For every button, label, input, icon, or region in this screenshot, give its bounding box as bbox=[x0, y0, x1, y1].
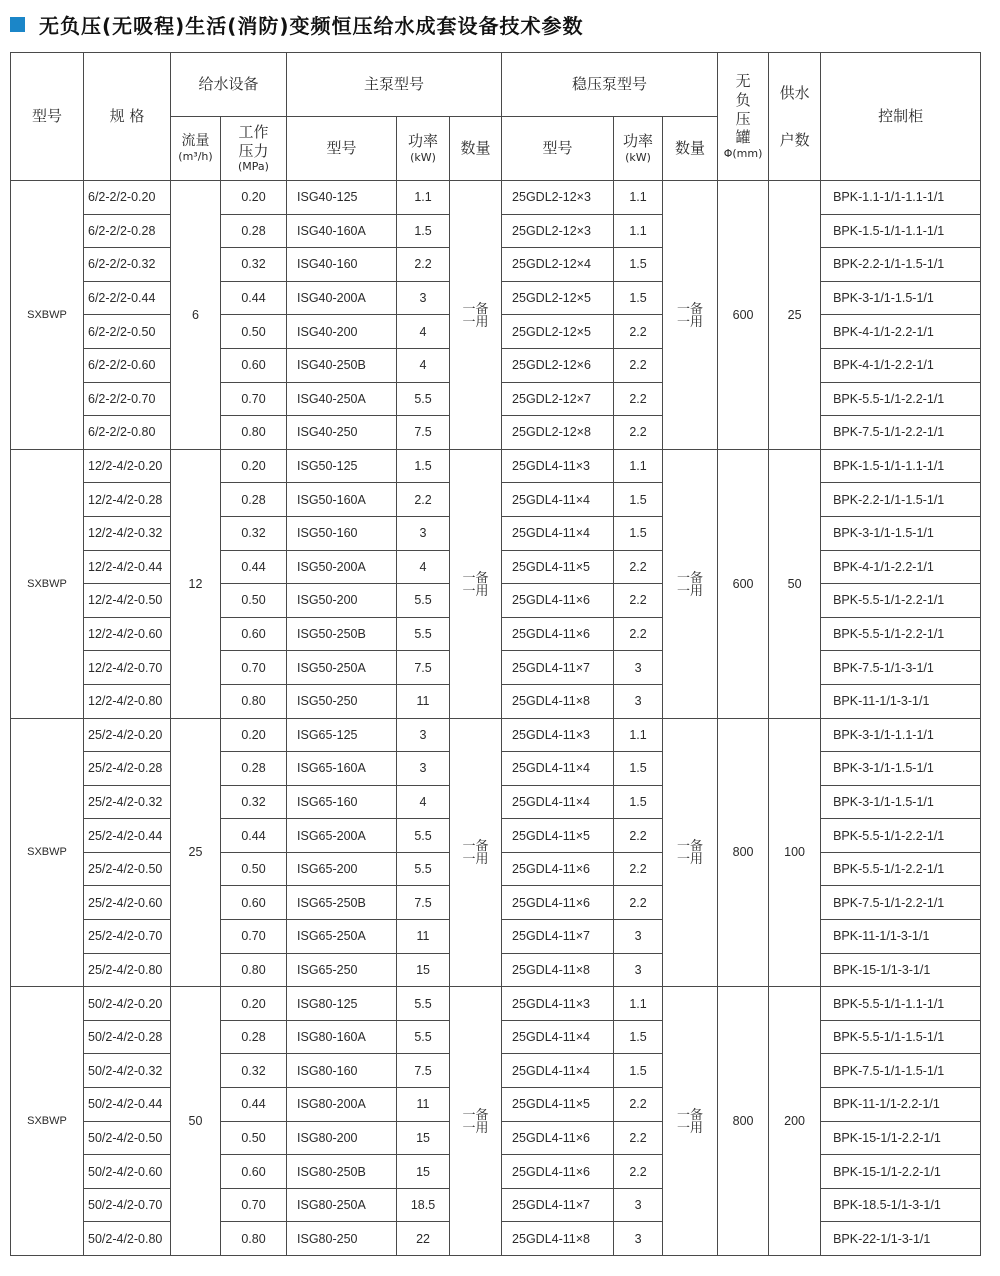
cell-main-power: 15 bbox=[397, 1121, 450, 1155]
cell-pressure: 0.50 bbox=[221, 315, 287, 349]
cell-main-power: 7.5 bbox=[397, 651, 450, 685]
table-body bbox=[11, 181, 981, 1256]
cell-pressure: 0.32 bbox=[221, 516, 287, 550]
cell-main-power: 7.5 bbox=[397, 886, 450, 920]
cell-main-model: ISG50-160 bbox=[287, 516, 397, 550]
cell-main-power: 11 bbox=[397, 1088, 450, 1122]
cell-stab-power: 2.2 bbox=[614, 315, 663, 349]
cell-stab-power: 2.2 bbox=[614, 852, 663, 886]
cell-main-model: ISG40-250B bbox=[287, 348, 397, 382]
cell-stab-model: 25GDL4-11×5 bbox=[502, 1088, 614, 1122]
cell-spec: 25/2-4/2-0.28 bbox=[84, 752, 171, 786]
cell-control-cabinet: BPK-18.5-1/1-3-1/1 bbox=[821, 1188, 981, 1222]
cell-spec: 50/2-4/2-0.70 bbox=[84, 1188, 171, 1222]
cell-control-cabinet: BPK-5.5-1/1-2.2-1/1 bbox=[821, 819, 981, 853]
cell-stab-model: 25GDL2-12×8 bbox=[502, 416, 614, 450]
cell-main-power: 3 bbox=[397, 516, 450, 550]
cell-stab-model: 25GDL4-11×8 bbox=[502, 953, 614, 987]
cell-main-model: ISG40-125 bbox=[287, 181, 397, 215]
cell-stab-model: 25GDL4-11×6 bbox=[502, 886, 614, 920]
cell-stab-power: 3 bbox=[614, 1188, 663, 1222]
cell-stab-model: 25GDL2-12×4 bbox=[502, 248, 614, 282]
cell-control-cabinet: BPK-3-1/1-1.5-1/1 bbox=[821, 752, 981, 786]
cell-stab-power: 2.2 bbox=[614, 1088, 663, 1122]
cell-control-cabinet: BPK-5.5-1/1-2.2-1/1 bbox=[821, 382, 981, 416]
cell-stab-power: 2.2 bbox=[614, 819, 663, 853]
cell-tank: 600 bbox=[718, 449, 769, 718]
cell-households: 100 bbox=[769, 718, 821, 987]
table-row bbox=[11, 718, 981, 752]
table-row bbox=[11, 181, 981, 215]
cell-main-power: 5.5 bbox=[397, 617, 450, 651]
cell-stab-power: 1.5 bbox=[614, 1054, 663, 1088]
cell-stab-model: 25GDL4-11×6 bbox=[502, 584, 614, 618]
cell-main-model: ISG40-160A bbox=[287, 214, 397, 248]
cell-control-cabinet: BPK-2.2-1/1-1.5-1/1 bbox=[821, 483, 981, 517]
cell-stab-model: 25GDL2-12×5 bbox=[502, 281, 614, 315]
cell-stab-model: 25GDL4-11×8 bbox=[502, 1222, 614, 1256]
cell-tank: 600 bbox=[718, 181, 769, 450]
cell-main-power: 1.1 bbox=[397, 181, 450, 215]
cell-spec: 12/2-4/2-0.20 bbox=[84, 449, 171, 483]
cell-pressure: 0.28 bbox=[221, 214, 287, 248]
cell-pressure: 0.50 bbox=[221, 584, 287, 618]
cell-stab-model: 25GDL2-12×3 bbox=[502, 181, 614, 215]
cell-main-power: 11 bbox=[397, 684, 450, 718]
cell-main-model: ISG80-200A bbox=[287, 1088, 397, 1122]
cell-main-model: ISG65-250B bbox=[287, 886, 397, 920]
header-main-model: 型号 bbox=[287, 117, 397, 181]
cell-spec: 6/2-2/2-0.44 bbox=[84, 281, 171, 315]
cell-control-cabinet: BPK-3-1/1-1.1-1/1 bbox=[821, 718, 981, 752]
cell-stab-model: 25GDL2-12×7 bbox=[502, 382, 614, 416]
cell-stab-power: 1.1 bbox=[614, 449, 663, 483]
cell-stab-model: 25GDL4-11×6 bbox=[502, 1155, 614, 1189]
cell-spec: 12/2-4/2-0.70 bbox=[84, 651, 171, 685]
cell-tank: 800 bbox=[718, 987, 769, 1256]
cell-pressure: 0.80 bbox=[221, 1222, 287, 1256]
cell-stab-power: 1.5 bbox=[614, 1020, 663, 1054]
cell-main-model: ISG40-250A bbox=[287, 382, 397, 416]
cell-main-power: 3 bbox=[397, 281, 450, 315]
cell-stab-power: 3 bbox=[614, 953, 663, 987]
cell-pressure: 0.44 bbox=[221, 550, 287, 584]
cell-main-power: 2.2 bbox=[397, 483, 450, 517]
cell-stab-model: 25GDL4-11×4 bbox=[502, 785, 614, 819]
cell-main-model: ISG50-200 bbox=[287, 584, 397, 618]
cell-flow: 12 bbox=[171, 449, 221, 718]
cell-control-cabinet: BPK-7.5-1/1-3-1/1 bbox=[821, 651, 981, 685]
header-supply-equipment: 给水设备 bbox=[171, 53, 287, 117]
cell-control-cabinet: BPK-5.5-1/1-1.5-1/1 bbox=[821, 1020, 981, 1054]
cell-spec: 12/2-4/2-0.28 bbox=[84, 483, 171, 517]
cell-stab-model: 25GDL4-11×4 bbox=[502, 516, 614, 550]
cell-model: SXBWP bbox=[11, 718, 84, 987]
cell-model: SXBWP bbox=[11, 449, 84, 718]
cell-spec: 50/2-4/2-0.44 bbox=[84, 1088, 171, 1122]
cell-control-cabinet: BPK-3-1/1-1.5-1/1 bbox=[821, 516, 981, 550]
cell-main-power: 3 bbox=[397, 752, 450, 786]
cell-main-model: ISG65-200 bbox=[287, 852, 397, 886]
cell-main-power: 5.5 bbox=[397, 584, 450, 618]
cell-main-power: 15 bbox=[397, 1155, 450, 1189]
cell-spec: 50/2-4/2-0.80 bbox=[84, 1222, 171, 1256]
cell-main-qty: 一备 一用 bbox=[450, 449, 502, 718]
cell-stab-model: 25GDL4-11×4 bbox=[502, 752, 614, 786]
cell-stab-power: 1.5 bbox=[614, 516, 663, 550]
cell-spec: 12/2-4/2-0.50 bbox=[84, 584, 171, 618]
cell-stab-power: 1.1 bbox=[614, 718, 663, 752]
cell-pressure: 0.28 bbox=[221, 1020, 287, 1054]
cell-pressure: 0.60 bbox=[221, 348, 287, 382]
cell-stab-power: 1.1 bbox=[614, 987, 663, 1021]
cell-stab-model: 25GDL4-11×5 bbox=[502, 819, 614, 853]
cell-control-cabinet: BPK-15-1/1-2.2-1/1 bbox=[821, 1121, 981, 1155]
cell-stab-power: 1.5 bbox=[614, 281, 663, 315]
cell-stab-model: 25GDL4-11×6 bbox=[502, 1121, 614, 1155]
cell-main-power: 5.5 bbox=[397, 987, 450, 1021]
cell-pressure: 0.32 bbox=[221, 1054, 287, 1088]
cell-stab-power: 1.1 bbox=[614, 214, 663, 248]
cell-main-power: 5.5 bbox=[397, 1020, 450, 1054]
cell-spec: 25/2-4/2-0.50 bbox=[84, 852, 171, 886]
cell-main-model: ISG80-250B bbox=[287, 1155, 397, 1189]
cell-main-power: 22 bbox=[397, 1222, 450, 1256]
cell-stab-model: 25GDL4-11×7 bbox=[502, 651, 614, 685]
cell-main-model: ISG80-160 bbox=[287, 1054, 397, 1088]
cell-main-model: ISG40-200 bbox=[287, 315, 397, 349]
cell-main-power: 4 bbox=[397, 348, 450, 382]
cell-stab-power: 2.2 bbox=[614, 416, 663, 450]
cell-main-power: 4 bbox=[397, 785, 450, 819]
cell-stab-qty: 一备 一用 bbox=[663, 718, 718, 987]
cell-main-model: ISG65-250 bbox=[287, 953, 397, 987]
cell-main-power: 7.5 bbox=[397, 1054, 450, 1088]
header-tank: 无 负 压 罐 Φ(mm) bbox=[718, 53, 769, 181]
cell-main-power: 1.5 bbox=[397, 449, 450, 483]
cell-main-power: 7.5 bbox=[397, 416, 450, 450]
cell-control-cabinet: BPK-4-1/1-2.2-1/1 bbox=[821, 315, 981, 349]
cell-spec: 6/2-2/2-0.28 bbox=[84, 214, 171, 248]
header-households: 供水 户数 bbox=[769, 53, 821, 181]
cell-main-power: 15 bbox=[397, 953, 450, 987]
cell-stab-power: 2.2 bbox=[614, 348, 663, 382]
cell-control-cabinet: BPK-11-1/1-2.2-1/1 bbox=[821, 1088, 981, 1122]
cell-control-cabinet: BPK-15-1/1-3-1/1 bbox=[821, 953, 981, 987]
cell-stab-power: 3 bbox=[614, 920, 663, 954]
cell-stab-model: 25GDL4-11×6 bbox=[502, 852, 614, 886]
cell-main-power: 2.2 bbox=[397, 248, 450, 282]
cell-stab-power: 3 bbox=[614, 1222, 663, 1256]
cell-stab-model: 25GDL4-11×3 bbox=[502, 718, 614, 752]
cell-pressure: 0.60 bbox=[221, 1155, 287, 1189]
cell-spec: 50/2-4/2-0.32 bbox=[84, 1054, 171, 1088]
cell-spec: 25/2-4/2-0.70 bbox=[84, 920, 171, 954]
cell-pressure: 0.20 bbox=[221, 449, 287, 483]
cell-main-model: ISG80-250A bbox=[287, 1188, 397, 1222]
cell-stab-model: 25GDL2-12×3 bbox=[502, 214, 614, 248]
cell-control-cabinet: BPK-11-1/1-3-1/1 bbox=[821, 684, 981, 718]
header-stab-model: 型号 bbox=[502, 117, 614, 181]
cell-main-model: ISG40-250 bbox=[287, 416, 397, 450]
cell-main-model: ISG40-200A bbox=[287, 281, 397, 315]
cell-main-power: 11 bbox=[397, 920, 450, 954]
cell-pressure: 0.60 bbox=[221, 886, 287, 920]
cell-stab-power: 1.5 bbox=[614, 752, 663, 786]
cell-main-model: ISG50-160A bbox=[287, 483, 397, 517]
cell-stab-power: 2.2 bbox=[614, 886, 663, 920]
cell-stab-power: 2.2 bbox=[614, 617, 663, 651]
cell-control-cabinet: BPK-1.1-1/1-1.1-1/1 bbox=[821, 181, 981, 215]
cell-stab-model: 25GDL4-11×8 bbox=[502, 684, 614, 718]
cell-spec: 50/2-4/2-0.20 bbox=[84, 987, 171, 1021]
cell-main-model: ISG65-160A bbox=[287, 752, 397, 786]
cell-pressure: 0.28 bbox=[221, 483, 287, 517]
cell-control-cabinet: BPK-11-1/1-3-1/1 bbox=[821, 920, 981, 954]
table-header bbox=[11, 53, 981, 181]
cell-pressure: 0.80 bbox=[221, 684, 287, 718]
header-model: 型号 bbox=[11, 53, 84, 181]
cell-pressure: 0.70 bbox=[221, 920, 287, 954]
cell-stab-power: 2.2 bbox=[614, 1155, 663, 1189]
cell-spec: 12/2-4/2-0.32 bbox=[84, 516, 171, 550]
cell-stab-model: 25GDL4-11×7 bbox=[502, 920, 614, 954]
cell-main-qty: 一备 一用 bbox=[450, 718, 502, 987]
cell-stab-model: 25GDL4-11×7 bbox=[502, 1188, 614, 1222]
cell-stab-model: 25GDL2-12×6 bbox=[502, 348, 614, 382]
cell-main-power: 5.5 bbox=[397, 819, 450, 853]
header-spec: 规 格 bbox=[84, 53, 171, 181]
cell-pressure: 0.50 bbox=[221, 1121, 287, 1155]
cell-spec: 25/2-4/2-0.32 bbox=[84, 785, 171, 819]
cell-households: 25 bbox=[769, 181, 821, 450]
cell-pressure: 0.50 bbox=[221, 852, 287, 886]
cell-spec: 50/2-4/2-0.60 bbox=[84, 1155, 171, 1189]
header-main-pump-model: 主泵型号 bbox=[287, 53, 502, 117]
cell-main-power: 1.5 bbox=[397, 214, 450, 248]
cell-pressure: 0.60 bbox=[221, 617, 287, 651]
cell-stab-power: 1.1 bbox=[614, 181, 663, 215]
cell-spec: 25/2-4/2-0.60 bbox=[84, 886, 171, 920]
cell-pressure: 0.44 bbox=[221, 1088, 287, 1122]
header-main-qty: 数量 bbox=[450, 117, 502, 181]
cell-spec: 6/2-2/2-0.50 bbox=[84, 315, 171, 349]
cell-spec: 6/2-2/2-0.20 bbox=[84, 181, 171, 215]
cell-main-model: ISG80-160A bbox=[287, 1020, 397, 1054]
cell-control-cabinet: BPK-7.5-1/1-1.5-1/1 bbox=[821, 1054, 981, 1088]
cell-pressure: 0.44 bbox=[221, 281, 287, 315]
header-control-cabinet: 控制柜 bbox=[821, 53, 981, 181]
header-main-power: 功率 (kW) bbox=[397, 117, 450, 181]
cell-main-model: ISG65-250A bbox=[287, 920, 397, 954]
cell-stab-power: 1.5 bbox=[614, 248, 663, 282]
cell-pressure: 0.70 bbox=[221, 382, 287, 416]
cell-stab-model: 25GDL4-11×5 bbox=[502, 550, 614, 584]
table-row bbox=[11, 987, 981, 1021]
cell-spec: 12/2-4/2-0.44 bbox=[84, 550, 171, 584]
cell-control-cabinet: BPK-1.5-1/1-1.1-1/1 bbox=[821, 214, 981, 248]
cell-main-model: ISG65-125 bbox=[287, 718, 397, 752]
cell-spec: 6/2-2/2-0.32 bbox=[84, 248, 171, 282]
header-stab-qty: 数量 bbox=[663, 117, 718, 181]
cell-main-power: 18.5 bbox=[397, 1188, 450, 1222]
cell-pressure: 0.28 bbox=[221, 752, 287, 786]
cell-control-cabinet: BPK-5.5-1/1-2.2-1/1 bbox=[821, 584, 981, 618]
header-flow: 流量 (m³/h) bbox=[171, 117, 221, 181]
cell-flow: 6 bbox=[171, 181, 221, 450]
cell-stab-model: 25GDL4-11×4 bbox=[502, 1054, 614, 1088]
header-work-pressure: 工作 压力 (MPa) bbox=[221, 117, 287, 181]
header-stab-pump-model: 稳压泵型号 bbox=[502, 53, 718, 117]
cell-main-model: ISG65-200A bbox=[287, 819, 397, 853]
cell-main-model: ISG40-160 bbox=[287, 248, 397, 282]
cell-main-power: 5.5 bbox=[397, 852, 450, 886]
cell-pressure: 0.70 bbox=[221, 1188, 287, 1222]
cell-stab-power: 2.2 bbox=[614, 382, 663, 416]
cell-main-model: ISG50-125 bbox=[287, 449, 397, 483]
cell-control-cabinet: BPK-3-1/1-1.5-1/1 bbox=[821, 785, 981, 819]
cell-pressure: 0.32 bbox=[221, 248, 287, 282]
cell-stab-qty: 一备 一用 bbox=[663, 181, 718, 450]
cell-stab-power: 3 bbox=[614, 684, 663, 718]
cell-control-cabinet: BPK-22-1/1-3-1/1 bbox=[821, 1222, 981, 1256]
cell-main-model: ISG50-200A bbox=[287, 550, 397, 584]
cell-pressure: 0.80 bbox=[221, 953, 287, 987]
cell-control-cabinet: BPK-4-1/1-2.2-1/1 bbox=[821, 550, 981, 584]
cell-control-cabinet: BPK-5.5-1/1-2.2-1/1 bbox=[821, 852, 981, 886]
cell-spec: 50/2-4/2-0.50 bbox=[84, 1121, 171, 1155]
cell-main-model: ISG65-160 bbox=[287, 785, 397, 819]
cell-control-cabinet: BPK-2.2-1/1-1.5-1/1 bbox=[821, 248, 981, 282]
cell-spec: 50/2-4/2-0.28 bbox=[84, 1020, 171, 1054]
cell-stab-power: 1.5 bbox=[614, 483, 663, 517]
cell-main-model: ISG80-200 bbox=[287, 1121, 397, 1155]
cell-stab-power: 3 bbox=[614, 651, 663, 685]
cell-spec: 25/2-4/2-0.44 bbox=[84, 819, 171, 853]
cell-model: SXBWP bbox=[11, 987, 84, 1256]
cell-spec: 25/2-4/2-0.80 bbox=[84, 953, 171, 987]
cell-spec: 6/2-2/2-0.80 bbox=[84, 416, 171, 450]
cell-stab-model: 25GDL4-11×4 bbox=[502, 1020, 614, 1054]
cell-main-model: ISG50-250B bbox=[287, 617, 397, 651]
cell-stab-model: 25GDL4-11×6 bbox=[502, 617, 614, 651]
cell-flow: 25 bbox=[171, 718, 221, 987]
spec-table bbox=[10, 52, 981, 1256]
cell-control-cabinet: BPK-15-1/1-2.2-1/1 bbox=[821, 1155, 981, 1189]
page-title: 无负压(无吸程)生活(消防)变频恒压给水成套设备技术参数 bbox=[39, 13, 584, 38]
cell-control-cabinet: BPK-7.5-1/1-2.2-1/1 bbox=[821, 886, 981, 920]
cell-spec: 6/2-2/2-0.60 bbox=[84, 348, 171, 382]
cell-pressure: 0.32 bbox=[221, 785, 287, 819]
cell-model: SXBWP bbox=[11, 181, 84, 450]
cell-stab-qty: 一备 一用 bbox=[663, 987, 718, 1256]
header-stab-power: 功率 (kW) bbox=[614, 117, 663, 181]
cell-pressure: 0.44 bbox=[221, 819, 287, 853]
cell-tank: 800 bbox=[718, 718, 769, 987]
cell-spec: 25/2-4/2-0.20 bbox=[84, 718, 171, 752]
cell-pressure: 0.80 bbox=[221, 416, 287, 450]
cell-main-model: ISG80-250 bbox=[287, 1222, 397, 1256]
title-marker-icon bbox=[10, 17, 25, 32]
cell-main-model: ISG50-250 bbox=[287, 684, 397, 718]
cell-spec: 12/2-4/2-0.60 bbox=[84, 617, 171, 651]
table-row bbox=[11, 449, 981, 483]
cell-stab-model: 25GDL4-11×3 bbox=[502, 987, 614, 1021]
cell-households: 200 bbox=[769, 987, 821, 1256]
cell-households: 50 bbox=[769, 449, 821, 718]
cell-stab-power: 1.5 bbox=[614, 785, 663, 819]
cell-stab-qty: 一备 一用 bbox=[663, 449, 718, 718]
cell-pressure: 0.20 bbox=[221, 987, 287, 1021]
title-bar bbox=[10, 8, 584, 40]
cell-flow: 50 bbox=[171, 987, 221, 1256]
cell-stab-model: 25GDL4-11×4 bbox=[502, 483, 614, 517]
cell-main-power: 5.5 bbox=[397, 382, 450, 416]
cell-stab-model: 25GDL4-11×3 bbox=[502, 449, 614, 483]
cell-control-cabinet: BPK-7.5-1/1-2.2-1/1 bbox=[821, 416, 981, 450]
cell-pressure: 0.20 bbox=[221, 181, 287, 215]
cell-main-qty: 一备 一用 bbox=[450, 181, 502, 450]
cell-main-model: ISG50-250A bbox=[287, 651, 397, 685]
cell-control-cabinet: BPK-4-1/1-2.2-1/1 bbox=[821, 348, 981, 382]
cell-pressure: 0.70 bbox=[221, 651, 287, 685]
cell-spec: 12/2-4/2-0.80 bbox=[84, 684, 171, 718]
cell-main-qty: 一备 一用 bbox=[450, 987, 502, 1256]
cell-stab-power: 2.2 bbox=[614, 584, 663, 618]
cell-control-cabinet: BPK-5.5-1/1-2.2-1/1 bbox=[821, 617, 981, 651]
cell-main-power: 4 bbox=[397, 550, 450, 584]
cell-spec: 6/2-2/2-0.70 bbox=[84, 382, 171, 416]
cell-stab-power: 2.2 bbox=[614, 1121, 663, 1155]
cell-main-power: 4 bbox=[397, 315, 450, 349]
cell-control-cabinet: BPK-5.5-1/1-1.1-1/1 bbox=[821, 987, 981, 1021]
cell-stab-model: 25GDL2-12×5 bbox=[502, 315, 614, 349]
cell-main-model: ISG80-125 bbox=[287, 987, 397, 1021]
cell-control-cabinet: BPK-3-1/1-1.5-1/1 bbox=[821, 281, 981, 315]
cell-pressure: 0.20 bbox=[221, 718, 287, 752]
cell-stab-power: 2.2 bbox=[614, 550, 663, 584]
cell-main-power: 3 bbox=[397, 718, 450, 752]
cell-control-cabinet: BPK-1.5-1/1-1.1-1/1 bbox=[821, 449, 981, 483]
